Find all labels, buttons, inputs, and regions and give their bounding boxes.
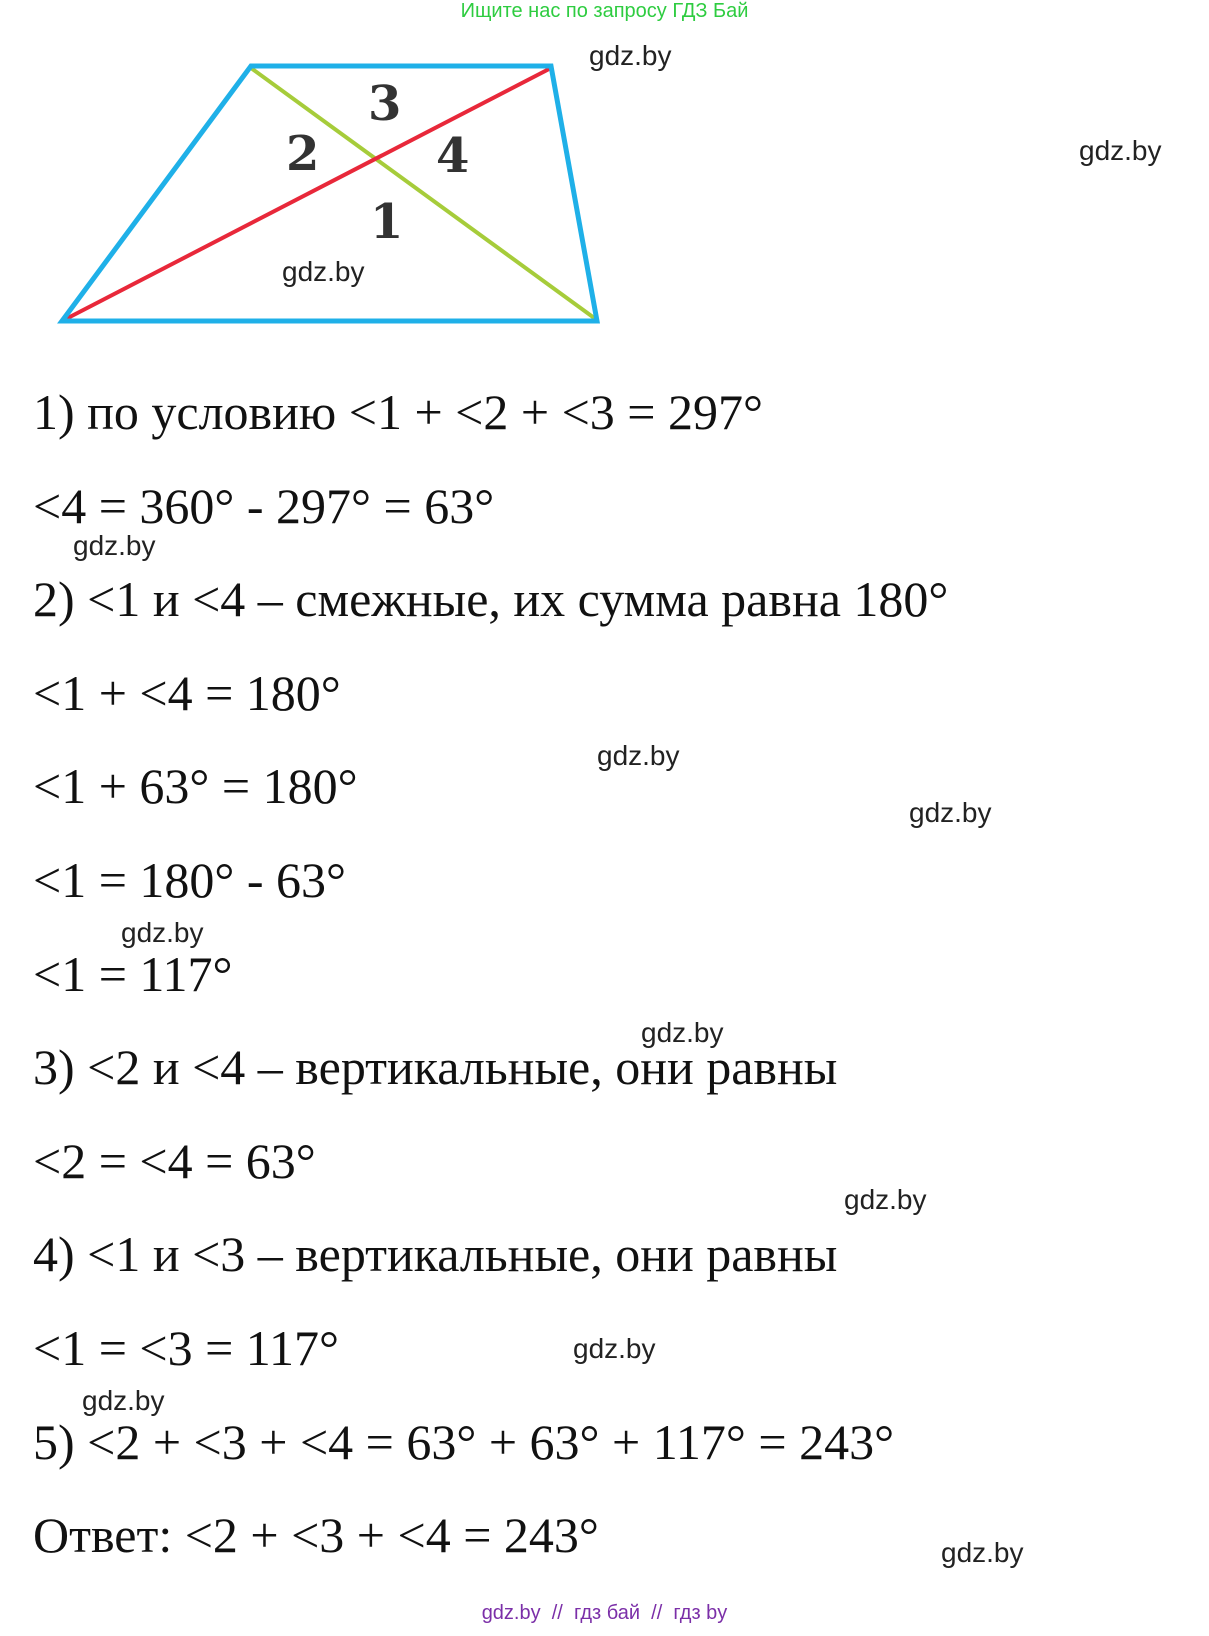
- watermark: gdz.by: [1079, 135, 1162, 166]
- solution-step-2: 2) <1 и <4 – смежные, их сумма равна 180°: [33, 571, 949, 627]
- watermark: gdz.by: [941, 1537, 1024, 1568]
- watermark: gdz.by: [909, 797, 992, 828]
- solution-step-2-line-3: <1 = 180° - 63°: [33, 852, 347, 908]
- watermark: gdz.by: [641, 1017, 724, 1048]
- watermark: gdz.by: [589, 40, 672, 71]
- angle-label-3: 3: [368, 76, 402, 132]
- solution-step-2-line-1: <1 + <4 = 180°: [33, 665, 341, 721]
- solution-step-1: 1) по условию <1 + <2 + <3 = 297°: [33, 384, 763, 440]
- watermark: gdz.by: [121, 917, 204, 948]
- angle-label-2: 2: [286, 126, 320, 182]
- watermark: gdz.by: [844, 1184, 927, 1215]
- solution-step-2-line-2: <1 + 63° = 180°: [33, 758, 358, 814]
- solution-step-4: 4) <1 и <3 – вертикальные, они равны: [33, 1226, 838, 1282]
- footer-links[interactable]: gdz.by // гдз бай // гдз by: [481, 1602, 728, 1624]
- solution-step-2-result: <1 = 117°: [33, 946, 233, 1002]
- watermark: gdz.by: [597, 740, 680, 771]
- watermark: gdz.by: [73, 530, 156, 561]
- solution-step-3-result: <2 = <4 = 63°: [33, 1133, 316, 1189]
- angle-label-4: 4: [436, 128, 470, 184]
- solution-step-3: 3) <2 и <4 – вертикальные, они равны: [33, 1039, 838, 1095]
- solution-step-5: 5) <2 + <3 + <4 = 63° + 63° + 117° = 243°: [33, 1414, 895, 1470]
- solution-step-4-result: <1 = <3 = 117°: [33, 1320, 339, 1376]
- top-banner[interactable]: Ищите нас по запросу ГДЗ Бай: [460, 0, 749, 22]
- solution-step-1-result: <4 = 360° - 297° = 63°: [33, 478, 495, 534]
- watermark: gdz.by: [573, 1333, 656, 1364]
- angle-label-1: 1: [370, 194, 404, 250]
- answer-line: Ответ: <2 + <3 + <4 = 243°: [33, 1507, 599, 1563]
- watermark: gdz.by: [82, 1385, 165, 1416]
- watermark: gdz.by: [282, 256, 365, 287]
